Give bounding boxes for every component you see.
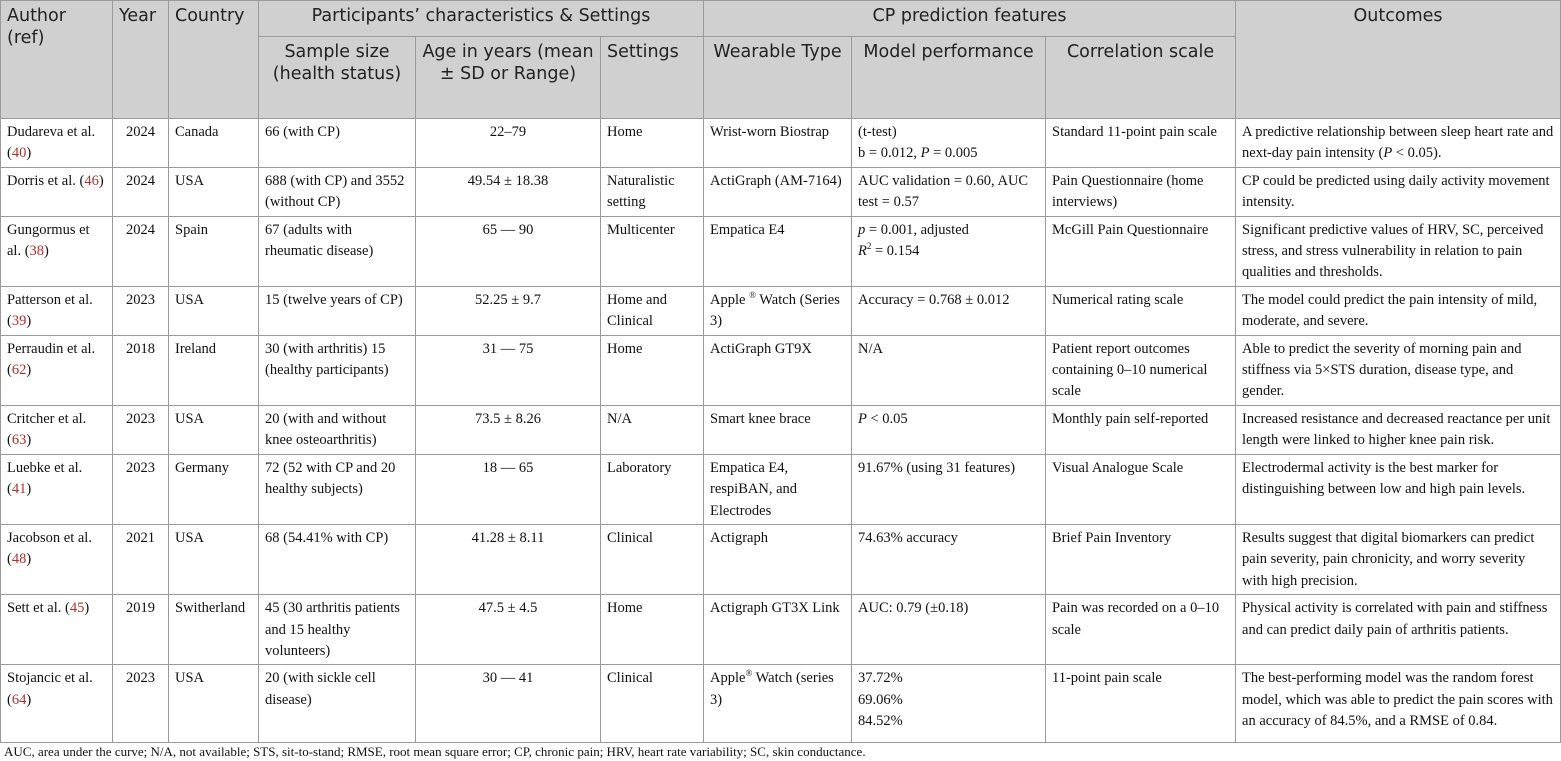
table-row <box>1 665 1561 743</box>
cell-settings: Home <box>601 595 704 665</box>
cell-correlation-scale: 11-point pain scale <box>1046 665 1236 743</box>
cell-correlation-scale: Brief Pain Inventory <box>1046 524 1236 594</box>
author-name: Luebke et al. ( <box>7 459 83 498</box>
cell-correlation-scale: Standard 11-point pain scale <box>1046 119 1236 168</box>
cell-settings: Multicenter <box>601 216 704 286</box>
cell-author: Critcher et al. (63) <box>1 405 113 454</box>
header-group-participants: Participants’ characteristics & Settings <box>259 1 704 37</box>
cell-wearable: ActiGraph GT9X <box>704 335 852 405</box>
cell-model-performance: (t-test) b = 0.012, P = 0.005 <box>852 119 1046 168</box>
cell-settings: Clinical <box>601 665 704 743</box>
cell-settings: Home <box>601 335 704 405</box>
cell-sample-size: 15 (twelve years of CP) <box>259 286 416 335</box>
author-name: Gungormus et al. ( <box>7 221 90 260</box>
cell-wearable: Wrist-worn Biostrap <box>704 119 852 168</box>
header-year: Year <box>113 1 169 119</box>
table-row <box>1 286 1561 335</box>
cell-age: 31 — 75 <box>416 335 601 405</box>
cell-year: 2023 <box>113 405 169 454</box>
cell-settings: Naturalistic setting <box>601 167 704 216</box>
cell-wearable: Smart knee brace <box>704 405 852 454</box>
cell-model-performance: AUC validation = 0.60, AUC test = 0.57 <box>852 167 1046 216</box>
cell-outcome: Results suggest that digital biomarkers can predict pain severity, pain chronicity, and worry severity with high precision. <box>1236 524 1561 594</box>
reference-link[interactable]: 39 <box>11 313 27 330</box>
cell-outcome: A predictive relationship between sleep heart rate and next-day pain intensity (P < 0.05). <box>1236 119 1561 168</box>
cell-year: 2024 <box>113 119 169 168</box>
cell-year: 2023 <box>113 286 169 335</box>
cell-correlation-scale: Monthly pain self-reported <box>1046 405 1236 454</box>
cell-correlation-scale: Pain was recorded on a 0–10 scale <box>1046 595 1236 665</box>
cell-sample-size: 30 (with arthritis) 15 (healthy participants) <box>259 335 416 405</box>
cell-outcome: The best-performing model was the random forest model, which was able to predict the pain scores with an accuracy of 84.5%, and a RMSE of 0.84. <box>1236 665 1561 743</box>
table-row <box>1 524 1561 594</box>
cell-model-performance: N/A <box>852 335 1046 405</box>
cell-age: 65 — 90 <box>416 216 601 286</box>
cell-settings: Clinical <box>601 524 704 594</box>
cell-age: 49.54 ± 18.38 <box>416 167 601 216</box>
cell-correlation-scale: McGill Pain Questionnaire <box>1046 216 1236 286</box>
cell-age: 41.28 ± 8.11 <box>416 524 601 594</box>
header-group-cp-prediction: CP prediction features <box>704 1 1236 37</box>
table-header <box>1 1 1561 119</box>
cell-sample-size: 688 (with CP) and 3552 (without CP) <box>259 167 416 216</box>
table-row <box>1 405 1561 454</box>
cell-outcome: The model could predict the pain intensity of mild, moderate, and severe. <box>1236 286 1561 335</box>
reference-link[interactable]: 64 <box>11 691 27 708</box>
cell-model-performance: 74.63% accuracy <box>852 524 1046 594</box>
cell-sample-size: 68 (54.41% with CP) <box>259 524 416 594</box>
cell-wearable: Apple ® Watch (Series 3) <box>704 286 852 335</box>
author-name: Patterson et al. ( <box>7 291 93 330</box>
reference-link[interactable]: 48 <box>11 551 27 568</box>
reference-link[interactable]: 62 <box>11 362 27 379</box>
cell-country: Germany <box>169 454 259 524</box>
header-sample-size: Sample size (health status) <box>259 37 416 119</box>
table-row <box>1 335 1561 405</box>
cell-wearable: Actigraph GT3X Link <box>704 595 852 665</box>
cell-country: Ireland <box>169 335 259 405</box>
reference-link[interactable]: 63 <box>11 432 27 449</box>
header-age: Age in years (mean ± SD or Range) <box>416 37 601 119</box>
cell-year: 2024 <box>113 216 169 286</box>
cell-wearable: Empatica E4 <box>704 216 852 286</box>
cell-country: Switherland <box>169 595 259 665</box>
table-row <box>1 167 1561 216</box>
author-name: Dorris et al. ( <box>7 172 85 189</box>
cell-wearable: Actigraph <box>704 524 852 594</box>
reference-link[interactable]: 46 <box>84 172 99 189</box>
cell-author: Jacobson et al. (48) <box>1 524 113 594</box>
header-model-performance: Model performance <box>852 37 1046 119</box>
table-row <box>1 595 1561 665</box>
cell-year: 2023 <box>113 665 169 743</box>
cell-author: Luebke et al. (41) <box>1 454 113 524</box>
cell-model-performance: 37.72% 69.06% 84.52% <box>852 665 1046 743</box>
header-outcomes: Outcomes <box>1236 1 1561 119</box>
cell-outcome: CP could be predicted using daily activity movement intensity. <box>1236 167 1561 216</box>
cell-outcome: Physical activity is correlated with pain and stiffness and can predict daily pain of arthritis patients. <box>1236 595 1561 665</box>
cell-age: 18 — 65 <box>416 454 601 524</box>
cell-settings: Home and Clinical <box>601 286 704 335</box>
cell-author: Dorris et al. (46) <box>1 167 113 216</box>
cell-model-performance: p = 0.001, adjusted $R^2 = 0.154$ <box>852 216 1046 286</box>
cell-correlation-scale: Patient report outcomes containing 0–10 numerical scale <box>1046 335 1236 405</box>
cell-country: USA <box>169 405 259 454</box>
cell-model-performance: Accuracy = 0.768 ± 0.012 <box>852 286 1046 335</box>
cell-author: Perraudin et al. (62) <box>1 335 113 405</box>
table-footnote: AUC, area under the curve; N/A, not available; STS, sit-to-stand; RMSE, root mean square error; CP, chronic pain; HRV, heart rate variability; SC, skin conductance. <box>4 744 866 759</box>
cell-author: Sett et al. (45) <box>1 595 113 665</box>
cell-year: 2023 <box>113 454 169 524</box>
cell-age: 73.5 ± 8.26 <box>416 405 601 454</box>
cell-settings: N/A <box>601 405 704 454</box>
cell-wearable: ActiGraph (AM-7164) <box>704 167 852 216</box>
cell-outcome: Electrodermal activity is the best marker for distinguishing between low and high pain levels. <box>1236 454 1561 524</box>
author-name: Critcher et al. ( <box>7 410 87 449</box>
cell-outcome: Significant predictive values of HRV, SC, perceived stress, and stress vulnerability in relation to pain qualities and thresholds. <box>1236 216 1561 286</box>
cell-settings: Home <box>601 119 704 168</box>
cell-year: 2018 <box>113 335 169 405</box>
cell-country: USA <box>169 286 259 335</box>
cell-outcome: Able to predict the severity of morning pain and stiffness via 5×STS duration, disease type, and gender. <box>1236 335 1561 405</box>
cell-model-performance: P < 0.05 <box>852 405 1046 454</box>
cell-model-performance: AUC: 0.79 (±0.18) <box>852 595 1046 665</box>
cell-year: 2024 <box>113 167 169 216</box>
cell-author: Dudareva et al. (40) <box>1 119 113 168</box>
reference-link[interactable]: 40 <box>11 145 27 162</box>
author-name: Perraudin et al. ( <box>7 340 96 379</box>
reference-link[interactable]: 38 <box>29 243 45 260</box>
cell-outcome: Increased resistance and decreased reactance per unit length were linked to higher knee pain risk. <box>1236 405 1561 454</box>
cell-author: Patterson et al. (39) <box>1 286 113 335</box>
table-body <box>1 119 1561 743</box>
cell-sample-size: 20 (with sickle cell disease) <box>259 665 416 743</box>
cell-wearable: Apple® Watch (series 3) <box>704 665 852 743</box>
cell-sample-size: 67 (adults with rheumatic disease) <box>259 216 416 286</box>
cell-country: Canada <box>169 119 259 168</box>
cell-age: 22–79 <box>416 119 601 168</box>
cell-country: USA <box>169 524 259 594</box>
cell-author: Gungormus et al. (38) <box>1 216 113 286</box>
table-row <box>1 454 1561 524</box>
cell-model-performance: 91.67% (using 31 features) <box>852 454 1046 524</box>
header-settings: Settings <box>601 37 704 119</box>
cell-country: USA <box>169 665 259 743</box>
cell-sample-size: 66 (with CP) <box>259 119 416 168</box>
cell-year: 2021 <box>113 524 169 594</box>
reference-link[interactable]: 41 <box>11 481 27 498</box>
cell-correlation-scale: Numerical rating scale <box>1046 286 1236 335</box>
author-name: Dudareva et al. ( <box>7 124 96 162</box>
author-name: Jacobson et al. ( <box>7 529 92 568</box>
header-correlation-scale: Correlation scale <box>1046 37 1236 119</box>
cell-country: USA <box>169 167 259 216</box>
author-name: Stojancic et al. ( <box>7 670 93 708</box>
author-name: Sett et al. ( <box>7 600 70 617</box>
cell-sample-size: 72 (52 with CP and 20 healthy subjects) <box>259 454 416 524</box>
cell-sample-size: 45 (30 arthritis patients and 15 healthy volunteers) <box>259 595 416 665</box>
cell-age: 52.25 ± 9.7 <box>416 286 601 335</box>
cell-sample-size: 20 (with and without knee osteoarthritis) <box>259 405 416 454</box>
cell-author: Stojancic et al. (64) <box>1 665 113 743</box>
cell-correlation-scale: Visual Analogue Scale <box>1046 454 1236 524</box>
cell-year: 2019 <box>113 595 169 665</box>
cell-correlation-scale: Pain Questionnaire (home interviews) <box>1046 167 1236 216</box>
cell-country: Spain <box>169 216 259 286</box>
header-author: Author (ref) <box>1 1 113 119</box>
reference-link[interactable]: 45 <box>69 600 85 617</box>
table-row <box>1 119 1561 168</box>
cell-wearable: Empatica E4, respiBAN, and Electrodes <box>704 454 852 524</box>
cell-settings: Laboratory <box>601 454 704 524</box>
cell-age: 30 — 41 <box>416 665 601 743</box>
header-country: Country <box>169 1 259 119</box>
header-wearable-type: Wearable Type <box>704 37 852 119</box>
table-row <box>1 216 1561 286</box>
cell-age: 47.5 ± 4.5 <box>416 595 601 665</box>
